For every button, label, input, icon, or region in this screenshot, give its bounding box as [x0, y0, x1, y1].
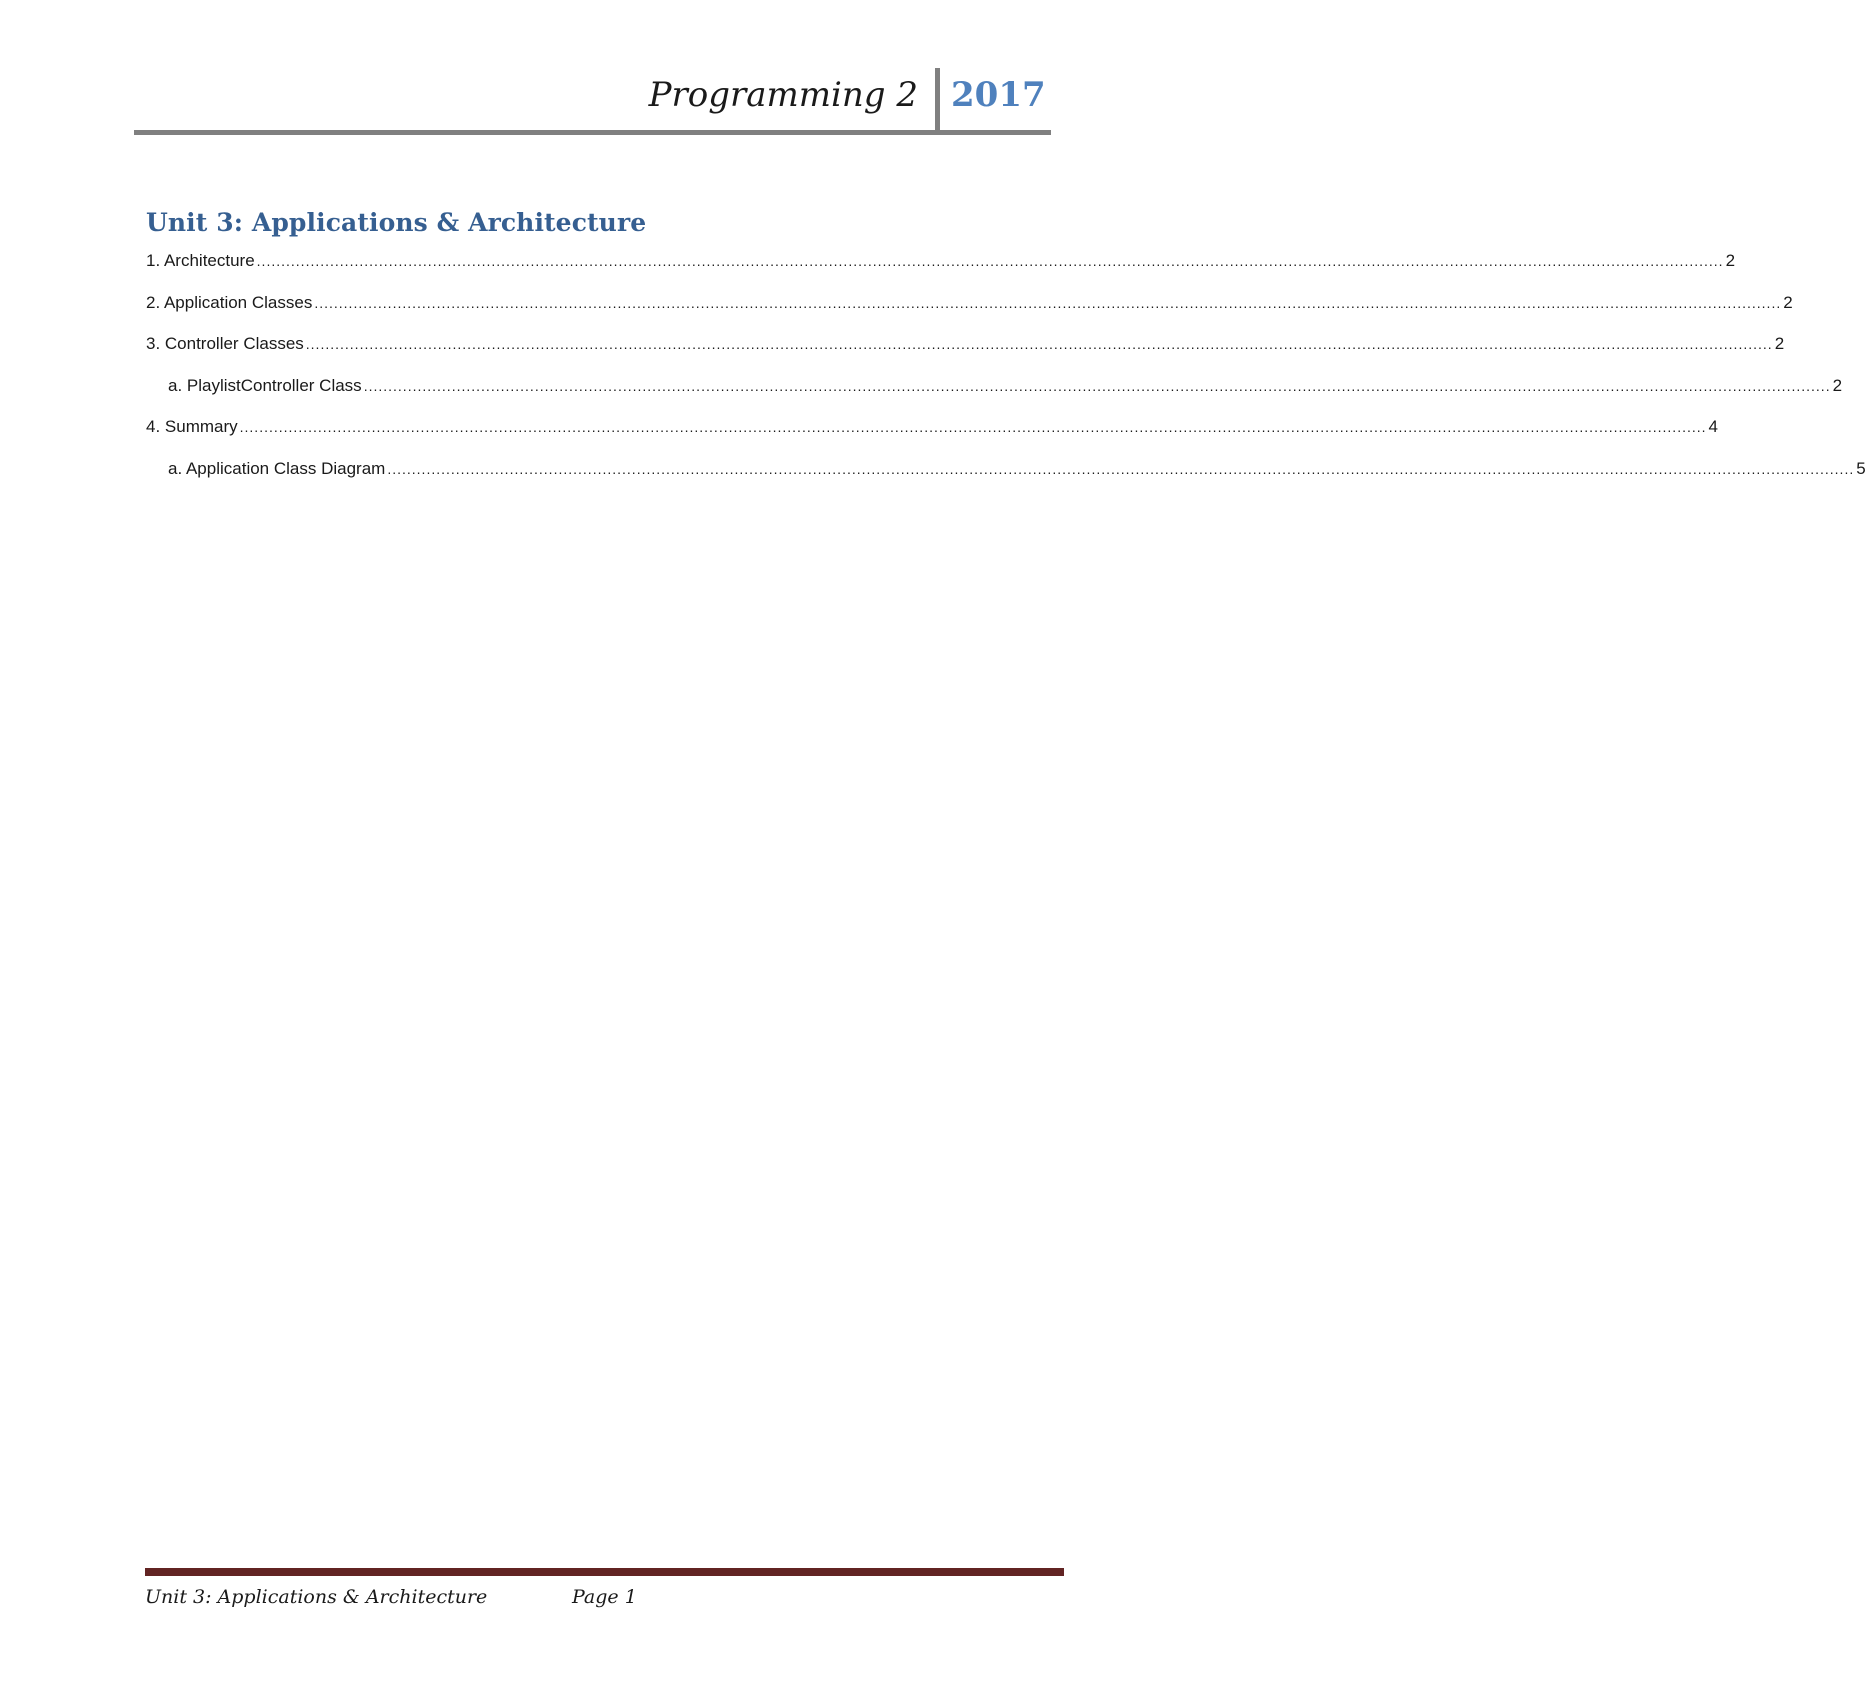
header-rule: [134, 130, 1051, 135]
toc-leader-dots: ............................................................................................................................................................................................................................................................................................................: [239, 419, 1707, 435]
toc-entry-label: 2. Application Classes: [146, 292, 313, 312]
header-year: 2017: [951, 75, 1046, 115]
toc-subentry[interactable]: [146, 457, 1866, 499]
toc-list: [146, 249, 1866, 498]
toc-entry-page: 2: [1832, 375, 1843, 395]
toc-heading: Unit 3: Applications & Architecture: [146, 208, 647, 237]
toc-subentry[interactable]: [146, 374, 1843, 416]
toc-entry-page: 2: [1725, 251, 1736, 270]
toc-entry-page: 5: [1856, 458, 1866, 478]
toc-entry[interactable]: [146, 291, 1793, 333]
toc-entry-label: a. Application Class Diagram: [168, 458, 386, 478]
footer-document-title: Unit 3: Applications & Architecture: [145, 1586, 488, 1608]
toc-entry-label: 4. Summary: [146, 417, 238, 436]
header-separator: [935, 68, 940, 132]
toc-entry[interactable]: [146, 415, 1719, 457]
toc-entry-label: 1. Architecture: [146, 251, 255, 270]
toc-leader-dots: ............................................................................................................................................................................................................................................................................................................: [314, 294, 1782, 311]
toc-entry-page: 2: [1783, 292, 1793, 312]
toc-entry-page: 2: [1774, 334, 1785, 353]
toc-leader-dots: ............................................................................................................................................................................................................................................................................................................: [305, 336, 1773, 352]
footer-rule: [145, 1568, 1064, 1576]
toc-entry-label: a. PlaylistController Class: [168, 375, 362, 395]
toc-leader-dots: ............................................................................................................................................................................................................................................................................................................: [387, 460, 1855, 477]
toc-leader-dots: ............................................................................................................................................................................................................................................................................................................: [256, 253, 1724, 269]
toc-entry[interactable]: [146, 332, 1785, 374]
toc-leader-dots: ............................................................................................................................................................................................................................................................................................................: [363, 377, 1831, 394]
page-header: [134, 68, 1051, 138]
footer-page-number: Page 1: [572, 1586, 637, 1608]
toc-entry-page: 4: [1708, 417, 1719, 436]
toc-entry-label: 3. Controller Classes: [146, 334, 304, 353]
header-title: Programming 2: [648, 75, 918, 115]
toc-entry[interactable]: [146, 249, 1736, 291]
